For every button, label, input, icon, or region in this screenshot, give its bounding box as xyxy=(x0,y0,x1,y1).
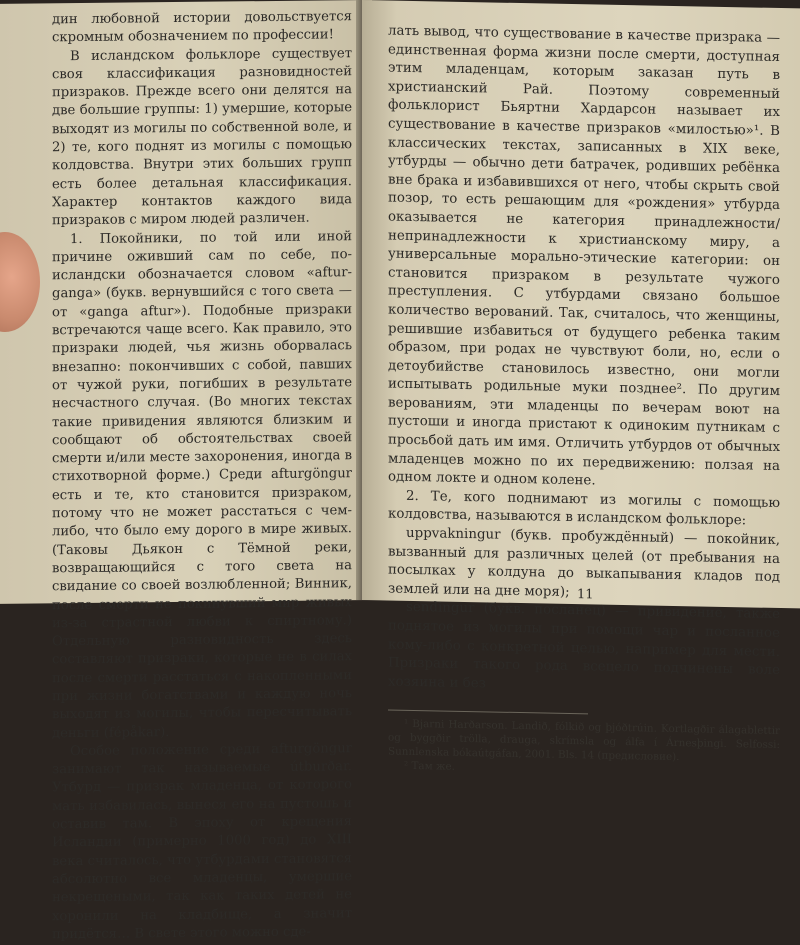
right-paragraph: лать вывод, что существование в качестве призрака — единственная форма жизни после смерти, доступная этим младенцам, которым заказан путь в христианский Рай. Поэтому современный фольклорист Бьяртни Хардарсон называет их существование в качестве призраков «милостью»¹. В классических текстах, записанных в XIX веке, утбурды — обычно дети батрачек, родивших ребёнка вне брака и избавившихся от него, чтобы скрыть свой позор, то есть решающим для «рождения» утбурда оказывается не категория принадлежности/непринадлежности к христианскому миру, а универсальные морально-этические категории: он становится призраком в результате чужого преступления. С утбурдами связано большое количество верований. Так, считалось, что женщины, решившие избавиться от будущего ребенка таким образом, при родах не чувствуют боли, но, если о детоубийстве становилось известно, они могли испытывать родильные муки позднее². По другим верованиям, эти младенцы по вечерам воют на пустоши и иногда пристают к одиноким путникам с просьбой дать им имя. Отличить утбурдов от обычных младенцев можно по их передвижению: ползая на одном локте и одном колене. xyxy=(388,23,780,489)
left-page-text xyxy=(52,8,352,944)
footnote: ¹ Bjarni Harðarson. Landið, fólkið og þjóðtrúin. Kortlagðir álagablettir og byggðir tröllа, drauga, skrímsla og álfa í Árnesþingi. Selfossi: Sunnlenska bókaútgáfan, 2001. Bls. 14 (предисловие). xyxy=(388,718,780,764)
right-paragraph: sendingur (букв. посланец) — привидение, также поднятое из могилы при помощи чар и посланное кому-либо с конкретной целью, например для мести. Призраки такого рода всецело подчинены воле хозяина и без xyxy=(388,600,780,692)
footnotes xyxy=(388,717,780,781)
left-page xyxy=(0,0,368,943)
right-paragraph: 2. Те, кого поднимают из могилы с помощью колдовства, называются в исландском фольклоре: xyxy=(388,488,780,529)
left-paragraph: Особое положение среди afturgöngur занимают так называемые útburðar. Утбурд — призрак младенца, от которого мать избавилась, вынеся его на пустошь и оставив там. В эпоху от крещения Исландии (примерно 1000 год) до XIII века считалось, что утбурдами становятся абсолютно все младенцы, умершие некрещеными, так как таких детей не хоронили на кладбище, а значит придётся… В свете этого можно сде- xyxy=(52,741,352,943)
left-paragraph: 1. Покойники, по той или иной причине оживший сам по себе, по-исландски обозначается словом «afturganga» (букв. вернувшийся с того света — от «ganga aftur»). Подобные призраки встречаются чаще всего. Как правило, это призраки людей, чья жизнь оборвалась внезапно: покончивших с собой, павших от чужой руки, погибших в результате несчастного случая. (Во многих текстах такие привидения являются близким и сообщают об обстоятельствах своей смерти и/или месте захоронения, иногда в стихотворной форме.) Среди afturgöngur есть и те, кто становится призраком, потому что не может расстаться с чем-либо, что было ему дорого в мире живых. (Таковы Дьякон с Тёмной реки, возвращающийся с того света на свидание со своей возлюбленной; Винник, после смерти не покинувший мир живых из-за страстной любви к спиртному.) Отдельную разновидность здесь составляют призраки, которые не в силах после смерти расстаться с накопленными при жизни богатствами и каждую ночь выходят из могилы, чтобы пересчитывать деньги (fépåkar). xyxy=(52,228,353,741)
footnote: ² Там же. xyxy=(404,760,455,774)
left-paragraph: В исландском фольклоре существует своя классификация разновидностей призраков. Прежде всего они делятся на две большие группы: 1) умершие, которые выходят из могилы по собственной воле, и 2) те, кого поднят из могилы с помощью колдовства. Внутри этих больших групп есть более детальная классификация. Характер контактов каждого вида призраков с миром людей различен. xyxy=(52,45,352,229)
right-page xyxy=(362,0,800,774)
left-paragraph: дин любовной истории довольствуется скромным обозначением по профессии! xyxy=(52,9,352,46)
page-number: 11 xyxy=(577,587,594,603)
right-paragraph: uppvakningur (букв. пробуждённый) — покойник, вызванный для различных целей (от пребывания на посылках у колдуна до выкапывания кладов под землей или на дне моря); xyxy=(388,525,780,600)
